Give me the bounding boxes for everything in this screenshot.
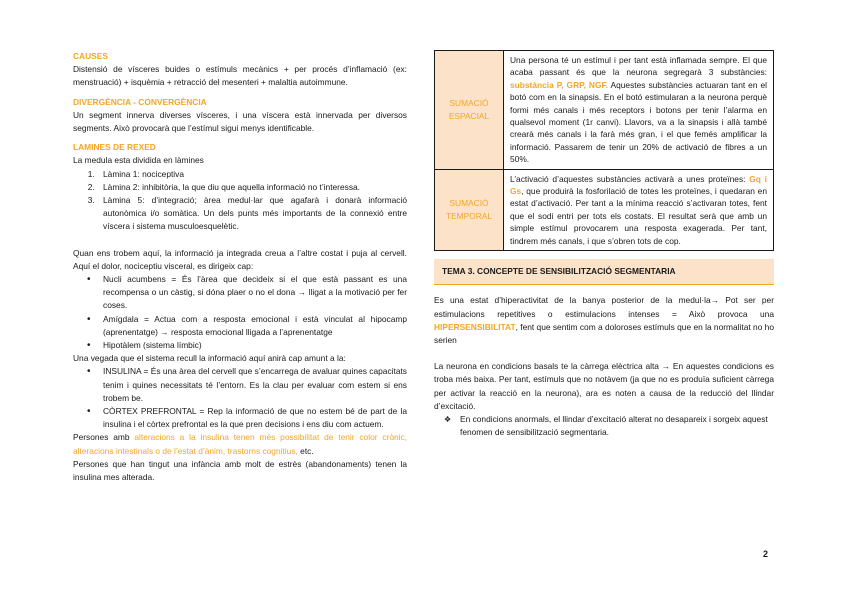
list-item: • Hipotàlem (sistema límbic) bbox=[103, 339, 407, 352]
diamond-list bbox=[434, 413, 774, 439]
list-item: 2. Làmina 2: inhibitòria, la que diu que aquella informació no t’interessa. bbox=[97, 181, 407, 194]
vegada-list bbox=[73, 365, 407, 431]
lamines-heading: LAMINES DE REXED bbox=[73, 142, 156, 153]
list-item: 3. Làmina 5: d’integració; àrea medul·lar que agafarà i donarà informació autonòmica i/o somàtica. Un dels punts més importants de la connexió entre víscera i sistema musculoesquelètic. bbox=[97, 194, 407, 234]
lamines-list bbox=[73, 168, 407, 234]
quan-text: Quan ens trobem aquí, la informació ja integrada creua a l’altre costat i puja al cervell. Aquí el dolor, nociceptiu visceral, es dirigeix cap: bbox=[73, 247, 407, 271]
row-text: L’activació d’aquestes substàncies activarà a unes proteïnes: Gq i Gs, que produirà la fosforilació de totes les proteïnes, i quedaran en estat d’activació. Per tant a la mínima reacció s’activaran totes, fent que el sodi entri per tots els costats. El resultat serà que amb un simple estímul provocarem una resposta exagerada. Per tant, tindrem més canals, i que s’obren tots de cop. bbox=[504, 169, 774, 250]
row-text: Una persona té un estímul i per tant està inflamada sempre. El que acaba passant és que la neurona segregarà 3 substàncies: substància P, GRP, NGF. Aquestes substàncies actuaran tant en el botó com en la sinapsis. En el botó estimularan a la neurona perquè formi més canals i més receptors i botons per tenir l’alarma en qualsevol moment (1r canvi). Llavors, va a la sinapsis i allà també crearà més canals i la farà més gran, i el que femés amplificar la informació. Passarem de tenir un 20% de activació de fibres a un 50%. bbox=[504, 51, 774, 170]
persones-highlight: alteracions a la insulina tenen més possibilitat de tenir color crònic, alteracions intestinals o de l’estat d’ànim, trastorns cognitius, bbox=[73, 432, 408, 456]
definition-text: Es una estat d’hiperactivitat de la banya posterior de la medul·la→ Pot ser per estimulacions repetitives o estimulacions intenses = Això provoca una HIPERSENSIBILITAT, fent que sentim com a doloroses estímuls que en la normalitat no ho serien bbox=[434, 295, 774, 345]
table-row bbox=[435, 51, 774, 170]
list-item: ❖ En condicions anormals, el llindar d’excitació alterat no desapareix i sorgeix aquest fenomen de sensibilització segmentaria. bbox=[460, 413, 774, 439]
list-item: 1. Làmina 1: nociceptiva bbox=[97, 168, 407, 181]
divergencia-heading: DIVERGÈNCIA - CONVERGÈNCIA bbox=[73, 96, 207, 107]
lamines-intro: La medula esta dividida en làmines bbox=[73, 155, 204, 166]
table-row bbox=[435, 169, 774, 250]
persones-text: Persones amb alteracions a la insulina tenen més possibilitat de tenir color crònic, alteracions intestinals o de l’estat d’ànim, trastorns cognitius, etc. bbox=[73, 432, 408, 456]
hipersensibilitat-highlight: HIPERSENSIBILITAT bbox=[434, 321, 516, 332]
causes-text: Distensió de vísceres buides o estímuls mecànics + per procés d’inflamació (ex: menstruació) + isquèmia + retracció del mesenteri + malaltia autoimmune. bbox=[73, 64, 407, 88]
infancia-text: Persones que han tingut una infància amb molt de estrès (abandonaments) tenen la insulina mes alterada. bbox=[73, 458, 407, 483]
neurona-text: La neurona en condicions basals te la càrrega elèctrica alta → En aquestes condicions es troba més baixa. Per tant, estímuls que no notàvem (ja que no es produïa suficient càrrega per activar la reacció en la neurona), ara es noten a causa de la reducció del llindar d’excitació. bbox=[434, 361, 774, 411]
causes-heading: CAUSES bbox=[73, 51, 108, 61]
sumacio-table bbox=[434, 50, 774, 251]
divergencia-text: Un segment innerva diverses vísceres, i una víscera està innervada per diversos segments. Això provocarà que l’estímul sigui menys identificable. bbox=[73, 109, 407, 134]
tema-title: TEMA 3. CONCEPTE DE SENSIBILITZACIÓ SEGMENTARIA bbox=[434, 259, 774, 285]
list-item: • Nucli acumbens = És l’àrea que decideix si el que està passant es una recompensa o un càstig, si dóna plaer o no el dona → lligat a la motivació per fer coses. bbox=[103, 273, 407, 313]
row-label: SUMACIÓ TEMPORAL bbox=[435, 169, 504, 250]
page-number: 2 bbox=[763, 549, 769, 559]
list-item: • INSULINA = És una àrea del cervell que s’encarrega de avaluar quines capacitats tenim i quines necessitats té l’entorn. Es la clau per evaluar com estem si ens trobem be. bbox=[103, 365, 407, 405]
right-column bbox=[434, 50, 774, 439]
list-item: • Amígdala = Actua com a resposta emocional i està vinculat al hipocamp (aprenentatge) → resposta emocional lligada a l’aprenentatge bbox=[103, 313, 407, 339]
list-item: • CÒRTEX PREFRONTAL = Rep la informació de que no estem bé de part de la insulina i el còrtex prefrontal es la que pren decisions i ens diu com actuem. bbox=[103, 405, 407, 431]
left-column bbox=[73, 50, 407, 484]
cap-list bbox=[73, 273, 407, 352]
row-label: SUMACIÓ ESPACIAL bbox=[435, 51, 504, 170]
vegada-text: Una vegada que el sistema recull la informació aquí anirà cap amunt a la: bbox=[73, 353, 346, 364]
